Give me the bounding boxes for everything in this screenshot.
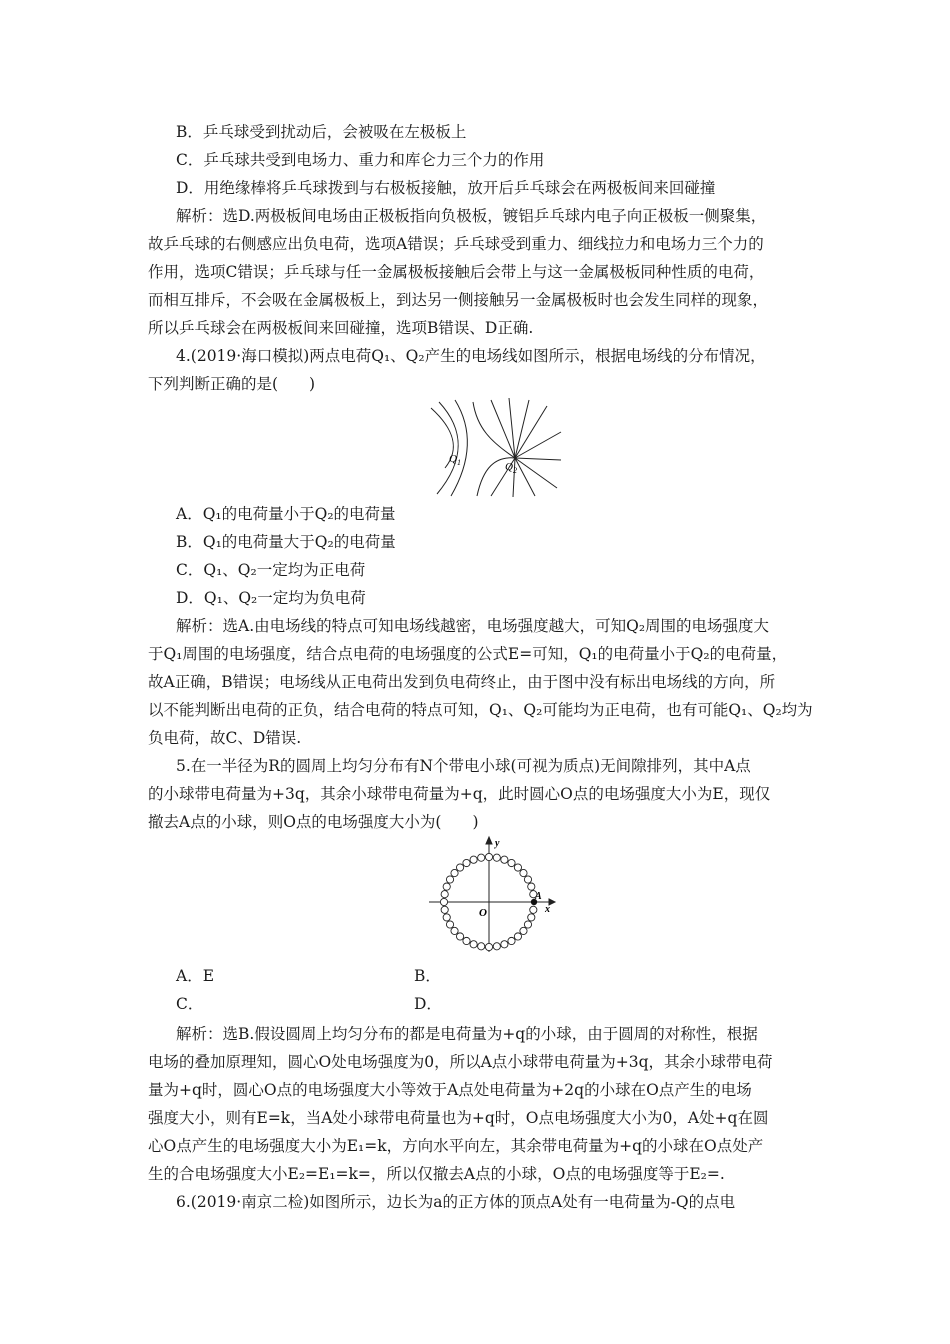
- ring-bead: [530, 906, 537, 913]
- analysis-4-line-5: 负电荷，故C、D错误.: [148, 729, 302, 747]
- ring-bead: [501, 941, 508, 948]
- ring-bead: [470, 856, 477, 863]
- ring-bead: [463, 859, 470, 866]
- ring-bead: [446, 876, 453, 883]
- q1-label: $Q_1$: [449, 453, 461, 467]
- question-4-line-2: 下列判断正确的是( ): [148, 375, 316, 393]
- question-5-line-3: 撤去A点的小球，则O点的电场强度大小为( ): [148, 813, 479, 831]
- q5-option-d: D．: [414, 995, 442, 1013]
- option-b-prev: B．乒乓球受到扰动后，会被吸在左极板上: [176, 123, 467, 141]
- ring-bead: [470, 941, 477, 948]
- ring-bead: [520, 927, 527, 934]
- ring-bead: [485, 943, 492, 950]
- analysis-3-line-1: 解析：选D.两极板间电场由正极板指向负极板，镀铝乒乓球内电子向正极板一侧聚集，: [176, 207, 767, 225]
- ring-bead: [441, 891, 448, 898]
- q5-option-a: A．E: [176, 967, 215, 985]
- ring-bead: [440, 898, 447, 905]
- analysis-5-line-1: 解析：选B.假设圆周上均匀分布的都是电荷量为+q的小球，由于圆周的对称性，根据: [176, 1025, 758, 1043]
- ring-bead: [528, 883, 535, 890]
- analysis-3-line-5: 所以乒乓球会在两极板间来回碰撞，选项B错误、D正确.: [148, 319, 534, 337]
- ring-bead: [456, 933, 463, 940]
- analysis-5-line-2: 电场的叠加原理知，圆心O处电场强度为0，所以A点小球带电荷量为+3q，其余小球带电荷: [148, 1053, 773, 1071]
- ring-bead: [446, 921, 453, 928]
- analysis-3-line-4: 而相互排斥，不会吸在金属极板上，到达另一侧接触另一金属极板时也会发生同样的现象，: [148, 291, 769, 309]
- ring-bead: [501, 856, 508, 863]
- analysis-5-line-4: 强度大小，则有E=k，当A处小球带电荷量也为+q时，O点电场强度大小为0，A处+q在圆: [148, 1109, 769, 1127]
- option-d-prev: D．用绝缘棒将乒乓球拨到与右极板接触，放开后乒乓球会在两极板间来回碰撞: [176, 179, 716, 197]
- option-c-prev: C．乒乓球共受到电场力、重力和库仑力三个力的作用: [176, 151, 545, 169]
- analysis-4-line-3: 故A正确，B错误；电场线从正电荷出发到负电荷终止，由于图中没有标出电场线的方向，所: [148, 673, 776, 691]
- ring-bead: [451, 927, 458, 934]
- field-lines-figure: [425, 398, 565, 498]
- ring-bead: [520, 869, 527, 876]
- ring-bead: [456, 864, 463, 871]
- question-6-line-1: 6.(2019·南京二检)如图所示，边长为a的正方体的顶点A处有一电荷量为-Q的点电: [176, 1193, 736, 1211]
- ring-bead: [493, 943, 500, 950]
- ring-bead: [508, 937, 515, 944]
- q4-option-a: A．Q₁的电荷量小于Q₂的电荷量: [176, 505, 396, 523]
- ring-bead: [478, 854, 485, 861]
- ring-bead: [443, 914, 450, 921]
- question-5-line-2: 的小球带电荷量为+3q，其余小球带电荷量为+q，此时圆心O点的电场强度大小为E，现仅: [148, 785, 771, 803]
- ring-bead: [514, 864, 521, 871]
- point-a-label: A: [535, 891, 542, 902]
- analysis-5-line-5: 心O点产生的电场强度大小为E₁=k，方向水平向左，其余带电荷量为+q的小球在O点处产: [148, 1137, 764, 1155]
- analysis-4-line-2: 于Q₁周围的电场强度，结合点电荷的电场强度的公式E=可知，Q₁的电荷量小于Q₂的电荷量，: [148, 645, 788, 663]
- ring-bead: [443, 883, 450, 890]
- y-axis-label: y: [495, 838, 500, 849]
- ring-bead: [478, 943, 485, 950]
- question-5-line-1: 5.在一半径为R的圆周上均匀分布有N个带电小球(可视为质点)无间隙排列，其中A点: [176, 757, 751, 775]
- q4-option-d: D．Q₁、Q₂一定均为负电荷: [176, 589, 366, 607]
- analysis-5-line-3: 量为+q时，圆心O点的电场强度大小等效于A点处电荷量为+2q的小球在O点产生的电场: [148, 1081, 752, 1099]
- ring-bead: [463, 937, 470, 944]
- ring-bead: [451, 869, 458, 876]
- ring-bead: [524, 921, 531, 928]
- q4-option-b: B．Q₁的电荷量大于Q₂的电荷量: [176, 533, 396, 551]
- q5-option-c: C．: [176, 995, 204, 1013]
- q5-option-b: B．: [414, 967, 441, 985]
- charged-ring-figure: [425, 834, 565, 958]
- ring-bead: [514, 933, 521, 940]
- q4-option-c: C．Q₁、Q₂一定均为正电荷: [176, 561, 366, 579]
- origin-label: O: [479, 907, 487, 919]
- analysis-3-line-3: 作用，选项C错误；乒乓球与任一金属极板接触后会带上与这一金属极板同种性质的电荷，: [148, 263, 765, 281]
- ring-bead: [508, 859, 515, 866]
- analysis-4-line-1: 解析：选A.由电场线的特点可知电场线越密，电场强度越大，可知Q₂周围的电场强度大: [176, 617, 770, 635]
- analysis-5-line-6: 生的合电场强度大小E₂=E₁=k=，所以仅撤去A点的小球，O点的电场强度等于E₂=.: [148, 1165, 725, 1183]
- q2-label: $Q_2$: [505, 461, 517, 475]
- question-4-line-1: 4.(2019·海口模拟)两点电荷Q₁、Q₂产生的电场线如图所示，根据电场线的分布情况，: [176, 347, 766, 365]
- x-axis-label: x: [545, 904, 550, 915]
- ring-bead: [441, 906, 448, 913]
- ring-bead: [528, 914, 535, 921]
- ring-bead: [493, 854, 500, 861]
- ring-bead: [524, 876, 531, 883]
- analysis-3-line-2: 故乒乓球的右侧感应出负电荷，选项A错误；乒乓球受到重力、细线拉力和电场力三个力的: [148, 235, 764, 253]
- ring-bead: [485, 853, 492, 860]
- analysis-4-line-4: 以不能判断出电荷的正负，结合电荷的特点可知，Q₁、Q₂可能均为正电荷，也有可能Q₁、Q₂均为: [148, 701, 813, 719]
